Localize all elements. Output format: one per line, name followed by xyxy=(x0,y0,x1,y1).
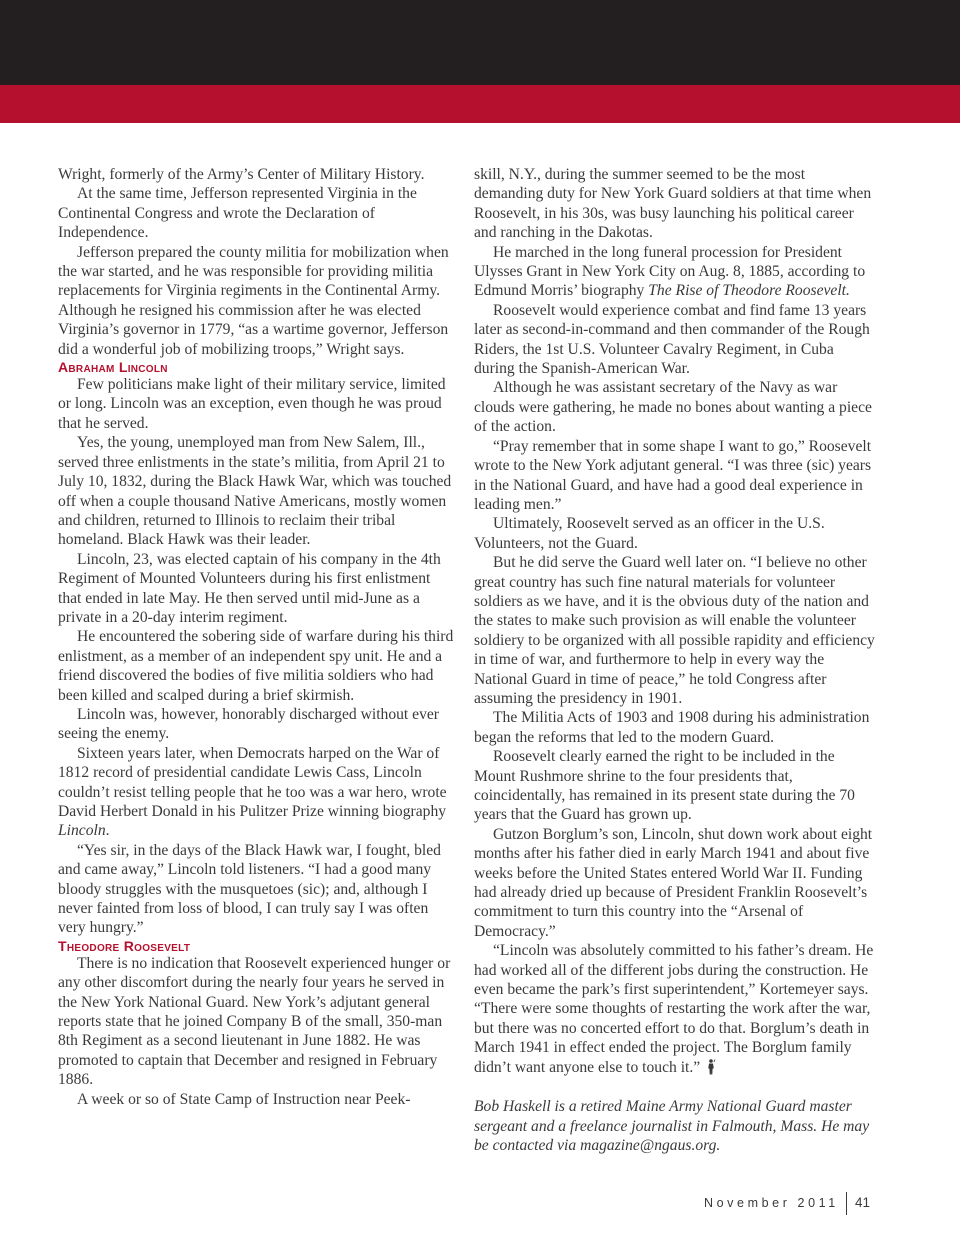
paragraph-text: “Lincoln was absolutely committed to his father’s dream. He had worked all of the different jobs during the construction. He even became the park’s first superintendent,” Kortemeyer says. “There were some thoughts of restarting the work after the war, but there was no concerted effort to do that. Borglum’s death in March 1941 in effect ended the project. The Borglum family didn’t want anyone else to touch it.” xyxy=(474,942,874,1076)
paragraph: Roosevelt clearly earned the right to be included in the Mount Rushmore shrine to the four presidents that, coincidentally, has remained in its present state during the 70 years that the Guard has grown up. xyxy=(474,748,855,824)
paragraph: Yes, the young, unemployed man from New Salem, Ill., served three enlistments in the state’s militia, from April 21 to July 10, 1832, during the Black Hawk War, which was touched off when a couple thousand Native Americans, mostly women and children, returned to Illinois to reclaim their tribal homeland. Black Hawk was their leader. xyxy=(58,434,452,549)
soldier-silhouette-icon xyxy=(706,1059,716,1075)
paragraph: Wright, formerly of the Army’s Center of Military History. xyxy=(58,166,425,183)
header-band-dark xyxy=(0,0,960,85)
paragraph: Few politicians make light of their military service, limited or long. Lincoln was an exception, even though he was proud that he served. xyxy=(58,376,446,432)
paragraph-text: He marched in the long funeral procession for President Ulysses Grant in New York City on Aug. 8, 1885, according to Edmund Morris’ biography xyxy=(474,243,866,300)
paragraph: Gutzon Borglum’s son, Lincoln, shut down work about eight months after his father died in early March 1941 and about five weeks before the United States entered World War II. Funding had already dried up because of President Franklin Roosevelt’s commitment to turn this country into the “Arsenal of Democracy.” xyxy=(474,825,873,940)
paragraph: Ultimately, Roosevelt served as an officer in the U.S. Volunteers, not the Guard. xyxy=(474,515,825,552)
article-column-left xyxy=(58,165,454,1109)
page-number: 41 xyxy=(855,1195,871,1210)
paragraph-end: . xyxy=(105,822,110,840)
paragraph: He encountered the sobering side of warfare during his third enlistment, as a member of an independent spy unit. He and a friend discovered the bodies of five militia soldiers who had been killed and scalped during a brief skirmish. xyxy=(58,628,454,704)
book-title: Lincoln xyxy=(58,822,106,840)
footer-divider xyxy=(846,1192,847,1215)
paragraph: “Yes sir, in the days of the Black Hawk war, I fought, bled and came away,” Lincoln told listeners. “I had a good many bloody struggles with the musquetoes (sic); and, although I never fainted from loss of blood, I can truly say I was often very hungry.” xyxy=(58,841,441,937)
paragraph: Roosevelt would experience combat and find fame 13 years later as second-in-command and then commander of the Rough Riders, the 1st U.S. Volunteer Cavalry Regiment, in Cuba during the Spanish-American War. xyxy=(474,301,870,378)
author-bio: Bob Haskell is a retired Maine Army National Guard master sergeant and a freelance journalist in Falmouth, Mass. He may be contacted via magazine@ngaus.org. xyxy=(474,1098,870,1154)
book-title: The Rise of Theodore Roosevelt. xyxy=(648,282,850,300)
paragraph: But he did serve the Guard well later on. “I believe no other great country has such fine natural materials for volunteer soldiers as we have, and it is the obvious duty of the nation and the states to make such provision as will enable the volunteer soldiery to be organized with all possible rapidity and efficiency in time of war, and furthermore to help in every way the National Guard in time of peace,” he told Congress after assuming the presidency in 1901. xyxy=(474,554,875,707)
section-heading-roosevelt: Theodore Roosevelt xyxy=(58,937,191,954)
paragraph: Although he was assistant secretary of the Navy as war clouds were gathering, he made no bones about wanting a piece of the action. xyxy=(474,379,872,436)
header-band-red xyxy=(0,85,960,123)
paragraph: The Militia Acts of 1903 and 1908 during his administration began the reforms that led to the modern Guard. xyxy=(474,709,870,746)
paragraph: Lincoln was, however, honorably discharged without ever seeing the enemy. xyxy=(58,705,439,743)
paragraph: “Pray remember that in some shape I want to go,” Roosevelt wrote to the New York adjutant general. “I was three (sic) years in the National Guard, and have had a good deal experience in leading men.” xyxy=(474,437,872,513)
paragraph: At the same time, Jefferson represented Virginia in the Continental Congress and wrote the Declaration of Independence. xyxy=(58,185,417,242)
paragraph: Lincoln, 23, was elected captain of his company in the 4th Regiment of Mounted Volunteers during his first enlistment that ended in late May. He then served until mid-June as a private in a 20-day interim regiment. xyxy=(58,550,441,626)
paragraph: A week or so of State Camp of Instruction near Peek- xyxy=(77,1090,411,1108)
article-column-right xyxy=(474,165,876,1155)
paragraph: Jefferson prepared the county militia for mobilization when the war started, and he was responsible for providing militia replacements for Virginia regiments in the Continental Army. Although he resigned his commission after he was elected Virginia’s governor in 1779, “as a wartime governor, Jefferson did a wonderful job of mobilizing troops,” Wright says. xyxy=(58,243,449,358)
section-heading-lincoln: Abraham Lincoln xyxy=(58,359,168,376)
paragraph: skill, N.Y., during the summer seemed to be the most demanding duty for New York Guard soldiers at that time when Roosevelt, in his 30s, was busy launching his political career and ranching in the Dakotas. xyxy=(474,166,872,242)
page-footer xyxy=(700,1192,880,1216)
paragraph xyxy=(474,243,876,301)
paragraph: There is no indication that Roosevelt experienced hunger or any other discomfort during the nearly four years he served in the New York National Guard. New York’s adjutant general reports state that he joined Company B of the small, 350-man 8th Regiment as a second lieutenant in June 1882. He was promoted to captain that December and resigned in February 1886. xyxy=(58,954,451,1089)
paragraph xyxy=(474,941,876,1077)
paragraph-text: Sixteen years later, when Democrats harped on the War of 1812 record of presidential candidate Lewis Cass, Lincoln couldn’t resist telling people that he too was a war hero, wrote David Herbert Donald in his Pulitzer Prize winning biography xyxy=(58,744,447,820)
paragraph xyxy=(58,744,454,841)
issue-date: November 2011 xyxy=(704,1196,839,1210)
